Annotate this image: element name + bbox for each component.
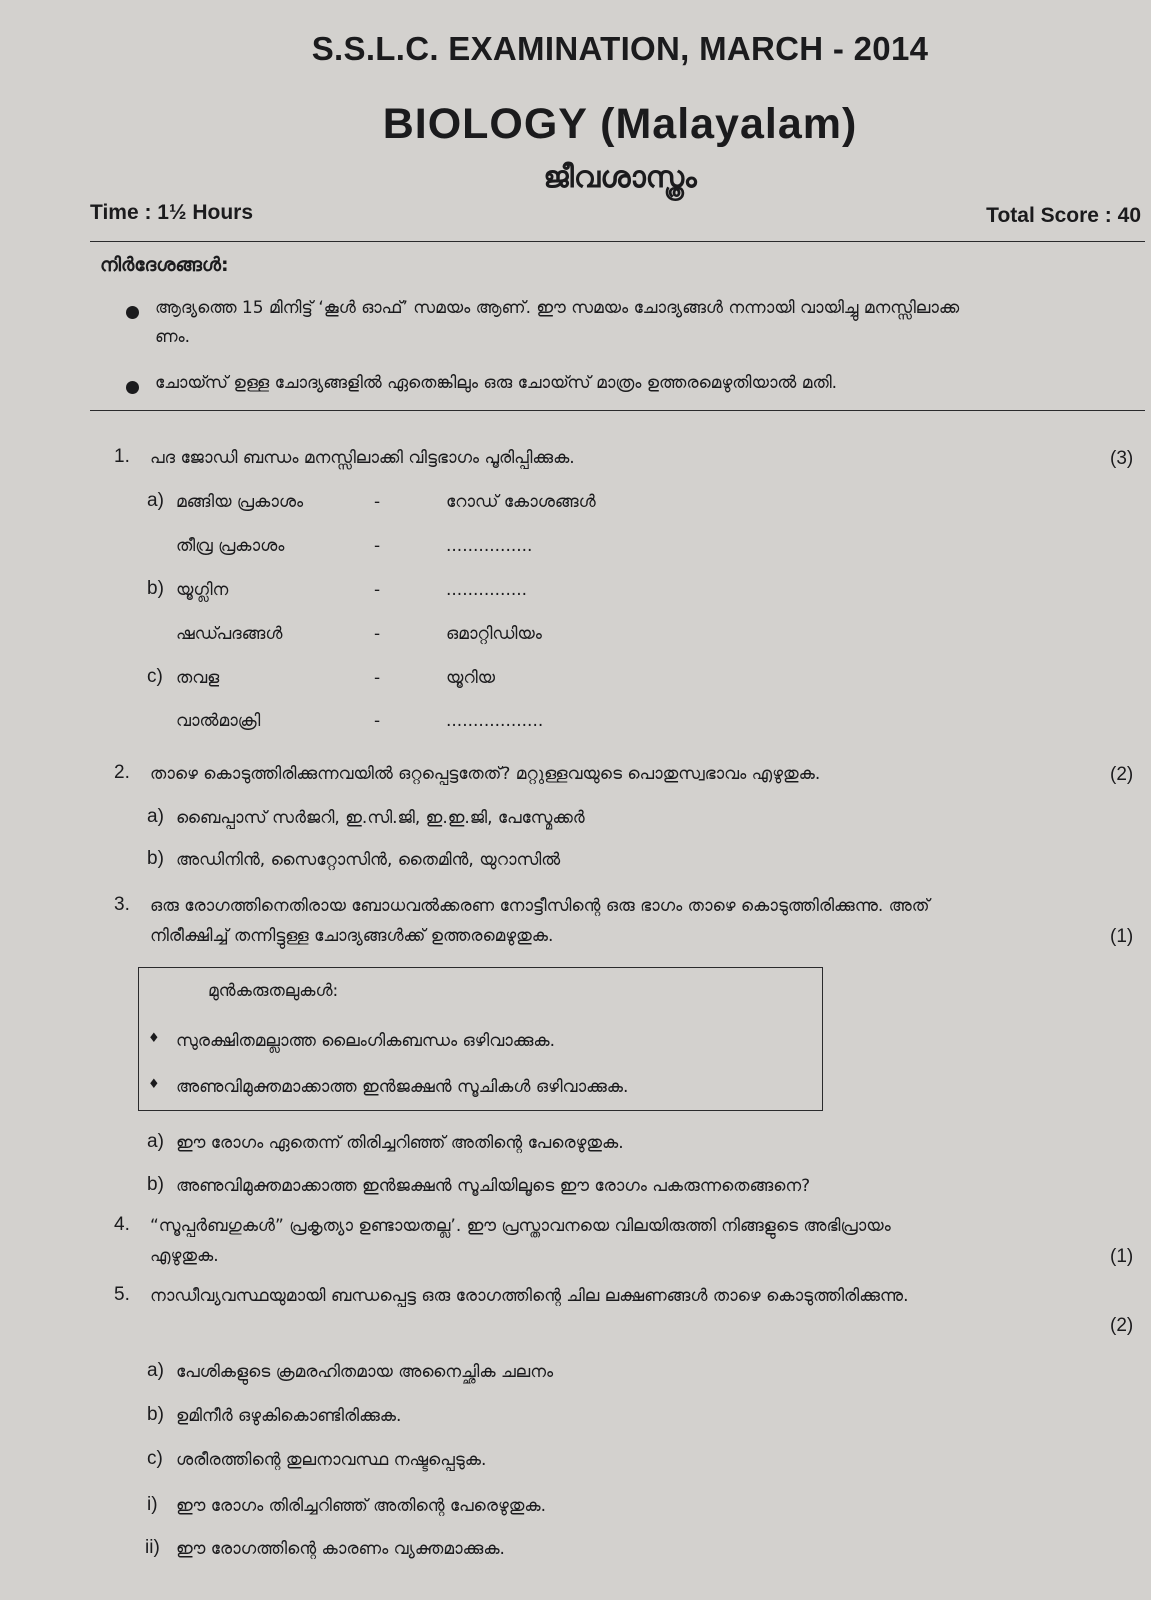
q4-line1: “സൂപ്പർബഗുകൾ” പ്രകൃത്യാ ഉണ്ടായതല്ല’. ഈ പ്രസ്താവനയെ വിലയിരുത്തി നിങ്ങളുടെ അഭിപ്രായം <box>150 1216 891 1236</box>
diamond-bullet-icon: ♦ <box>148 1031 160 1046</box>
instructions-heading: നിർദേശങ്ങൾ: <box>100 254 229 276</box>
q2-label-b: b) <box>147 848 164 869</box>
q1-b-left: യൂഗ്ലിന <box>176 580 229 600</box>
q3-line1: ഒരു രോഗത്തിനെതിരായ ബോധവൽക്കരണ നോട്ടീസിന്റെ ഒരു ഭാഗം താഴെ കൊടുത്തിരിക്കുന്നു. അത് <box>150 896 930 916</box>
q4-line2: എഴുതുക. <box>150 1246 219 1266</box>
subject-title: BIOLOGY (Malayalam) <box>382 100 858 148</box>
q2-marks: (2) <box>1110 764 1134 785</box>
q1-b2-right: ഒമാറ്റിഡിയം <box>446 624 542 644</box>
q1-text: പദ ജോഡി ബന്ധം മനസ്സിലാക്കി വിട്ടഭാഗം പൂരിപ്പിക്കുക. <box>150 448 575 468</box>
notice-item-2: അണുവിമുക്തമാക്കാത്ത ഇൻജക്ഷൻ സൂചികൾ ഒഴിവാക്കുക. <box>176 1077 629 1097</box>
notice-heading: മുൻകരുതലുകൾ: <box>208 981 339 1001</box>
instruction-2: ചോയ്സ് ഉള്ള ചോദ്യങ്ങളിൽ ഏതെങ്കിലും ഒരു ചോയ്സ് മാത്രം ഉത്തരമെഴുതിയാൽ മതി. <box>155 373 838 393</box>
q3-item-a: ഈ രോഗം ഏതെന്ന് തിരിച്ചറിഞ്ഞ് അതിന്റെ പേരെഴുതുക. <box>176 1133 624 1153</box>
q5-label-ii: ii) <box>145 1537 160 1558</box>
notice-item-1: സുരക്ഷിതമല്ലാത്ത ലൈംഗികബന്ധം ഒഴിവാക്കുക. <box>176 1031 556 1051</box>
q1-a-dash: - <box>374 492 381 512</box>
diamond-bullet-icon: ♦ <box>148 1077 160 1092</box>
q2-text: താഴെ കൊടുത്തിരിക്കുന്നവയിൽ ഒറ്റപ്പെട്ടതേത്? മറ്റുള്ളവയുടെ പൊതുസ്വഭാവം എഴുതുക. <box>150 764 821 784</box>
q1-a2-left: തീവ്ര പ്രകാശം <box>176 536 285 556</box>
q3-label-b: b) <box>147 1174 164 1195</box>
q3-number: 3. <box>114 894 130 915</box>
instruction-1-line1: ആദ്യത്തെ 15 മിനിട്ട് ‘കൂൾ ഓഫ്’ സമയം ആണ്. ഈ സമയം ചോദ്യങ്ങൾ നന്നായി വായിച്ചു മനസ്സിലാക്ക <box>155 298 960 318</box>
q1-c2-blank: .................. <box>446 711 544 731</box>
q1-a2-dash: - <box>374 536 381 556</box>
exam-title: S.S.L.C. EXAMINATION, MARCH - 2014 <box>311 30 929 67</box>
q4-number: 4. <box>114 1214 130 1235</box>
subject-title-malayalam: ജീവശാസ്ത്രം <box>543 160 697 195</box>
q1-a-left: മങ്ങിയ പ്രകാശം <box>176 492 304 512</box>
q5-item-a: പേശികളുടെ ക്രമരഹിതമായ അനൈച്ഛിക ചലനം <box>176 1362 554 1382</box>
q1-b2-dash: - <box>374 624 381 644</box>
q5-item-b: ഉമിനീർ ഒഴുകികൊണ്ടിരിക്കുക. <box>176 1406 402 1426</box>
time-allowed: Time : 1½ Hours <box>90 201 253 224</box>
bullet-icon <box>126 381 139 394</box>
q1-c2-dash: - <box>374 711 381 731</box>
q5-item-i: ഈ രോഗം തിരിച്ചറിഞ്ഞ് അതിന്റെ പേരെഴുതുക. <box>176 1496 547 1516</box>
q1-label-b: b) <box>147 578 164 599</box>
q5-text: നാഡീവ്യവസ്ഥയുമായി ബന്ധപ്പെട്ട ഒരു രോഗത്തിന്റെ ചില ലക്ഷണങ്ങൾ താഴെ കൊടുത്തിരിക്കുന്നു. <box>150 1286 909 1306</box>
q2-label-a: a) <box>147 806 164 827</box>
q5-label-b: b) <box>147 1404 164 1425</box>
q1-label-c: c) <box>147 666 163 687</box>
q3-marks: (1) <box>1110 926 1134 947</box>
q2-number: 2. <box>114 762 130 783</box>
instruction-1-line2: ണം. <box>155 327 191 347</box>
header-divider <box>90 241 1145 242</box>
instructions-divider <box>90 410 1145 411</box>
total-score: Total Score : 40 <box>986 204 1141 227</box>
q2-item-a: ബൈപ്പാസ് സർജറി, ഇ.സി.ജി, ഇ.ഇ.ജി, പേസ്മേക്കർ <box>176 808 585 828</box>
q5-number: 5. <box>114 1284 130 1305</box>
q1-c-right: യൂറിയ <box>446 668 496 688</box>
q3-item-b: അണുവിമുക്തമാക്കാത്ത ഇൻജക്ഷൻ സൂചിയിലൂടെ ഈ രോഗം പകരുന്നതെങ്ങനെ? <box>176 1176 811 1196</box>
q5-item-ii: ഈ രോഗത്തിന്റെ കാരണം വ്യക്തമാക്കുക. <box>176 1539 505 1559</box>
q5-item-c: ശരീരത്തിന്റെ തുലനാവസ്ഥ നഷ്ടപ്പെടുക. <box>176 1450 487 1470</box>
q5-label-i: i) <box>147 1494 158 1515</box>
q3-label-a: a) <box>147 1131 164 1152</box>
q1-label-a: a) <box>147 490 164 511</box>
q1-c2-left: വാൽമാക്രി <box>176 711 261 731</box>
q2-item-b: അഡിനിൻ, സൈറ്റോസിൻ, തൈമിൻ, യുറാസിൽ <box>176 850 561 870</box>
q5-label-c: c) <box>147 1448 163 1469</box>
q4-marks: (1) <box>1110 1246 1134 1267</box>
q1-number: 1. <box>114 446 130 467</box>
q1-b-dash: - <box>374 580 381 600</box>
bullet-icon <box>126 306 139 319</box>
q1-marks: (3) <box>1110 448 1134 469</box>
q1-a-right: റോഡ് കോശങ്ങൾ <box>446 492 596 512</box>
q1-b-blank: ............... <box>446 580 528 600</box>
q1-c-left: തവള <box>176 668 220 688</box>
q1-a2-blank: ................ <box>446 536 533 556</box>
q1-c-dash: - <box>374 668 381 688</box>
q5-marks: (2) <box>1110 1315 1134 1336</box>
q1-b2-left: ഷഡ്പദങ്ങൾ <box>176 624 283 644</box>
q5-label-a: a) <box>147 1360 164 1381</box>
q3-line2: നിരീക്ഷിച്ച് തന്നിട്ടുള്ള ചോദ്യങ്ങൾക്ക് ഉത്തരമെഴുതുക. <box>150 926 554 946</box>
